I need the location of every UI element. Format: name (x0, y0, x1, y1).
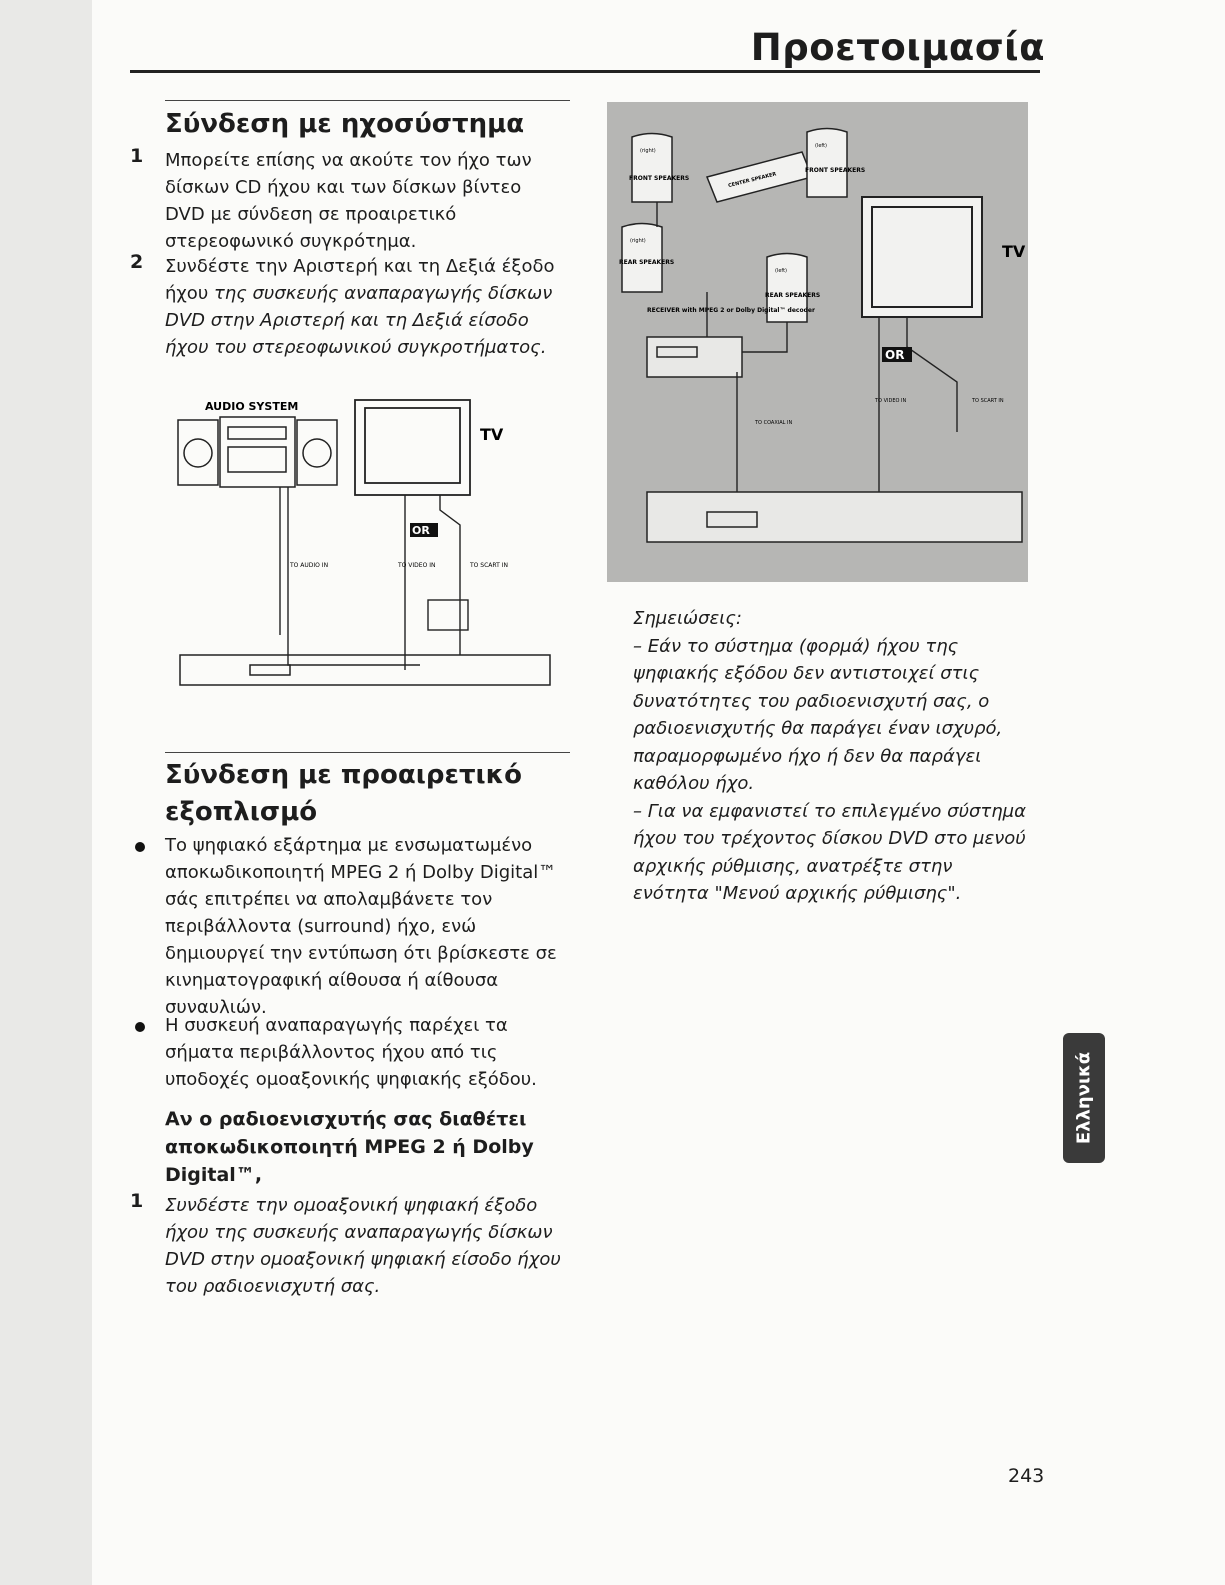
page-number: 243 (1008, 1465, 1045, 1487)
section2-bullet2: Η συσκευή αναπαραγωγής παρέχει τα σήματα περιβάλλοντος ήχου από τις υποδοχές ομοαξονικής ψηφιακής εξόδου. (165, 1015, 537, 1090)
scart-plug (428, 600, 468, 630)
to-scart-in-label: TO SCART IN (972, 398, 1004, 404)
to-coaxial-in-label: TO COAXIAL IN (755, 420, 793, 426)
note-2: – Για να εμφανιστεί το επιλεγμένο σύστημα ήχου του τρέχοντος δίσκου DVD στο μενού αρχικής ρύθμισης, ανατρέξτε στην ενότητα "Μενού αρχικής ρύθμισης". (633, 800, 1026, 904)
bullet-dot (135, 1022, 145, 1032)
svg-text:(right): (right) (630, 238, 646, 244)
step-number: 2 (130, 251, 144, 273)
center-speaker-label: CENTER SPEAKER (727, 171, 778, 190)
page-title: Προετοιμασία (750, 26, 1045, 69)
rear-speakers-left-label: REAR SPEAKERS (765, 292, 821, 299)
to-video-in-label: TO VIDEO IN (398, 562, 436, 569)
section1-title: Σύνδεση με ηχοσύστημα (165, 109, 525, 139)
note-1: – Εάν το σύστημα (φορμά) ήχου της ψηφιακής εξόδου δεν αντιστοιχεί στις δυνατότητες του ραδιοενισχυτή σας, ο ραδιοενισχυτής θα παράγει έναν ισχυρό, παραμορφωμένο ήχο ή δεν θα παράγει καθόλου ήχο. (633, 635, 1003, 794)
dvd-player-icon (180, 655, 550, 685)
tv-label: TV (480, 425, 504, 444)
audio-system-label: AUDIO SYSTEM (205, 400, 299, 413)
rear-speakers-right-label: REAR SPEAKERS (619, 259, 675, 266)
scan-margin (0, 0, 92, 1585)
to-scart-in-label: TO SCART IN (470, 562, 508, 569)
front-right-speaker (632, 134, 672, 203)
bullet-dot (135, 842, 145, 852)
svg-text:(left): (left) (775, 268, 787, 274)
receiver-icon (647, 337, 742, 377)
front-speakers-left-label: FRONT SPEAKERS (805, 167, 866, 174)
language-tab (1063, 1033, 1105, 1163)
bleed-through (640, 1010, 1020, 1210)
front-left-speaker (807, 129, 847, 198)
section2-bullet1: Το ψηφιακό εξάρτημα με ενσωματωμένο αποκωδικοποιητή MPEG 2 ή Dolby Digital™ σάς επιτρέπει να απολαμβάνετε τον περιβάλλοντα (surround) ήχο, ενώ δημιουργεί την εντύπωση ότι βρίσκεστε σε κινηματογραφική αίθουσα ή αίθουσα συναυλιών. (165, 835, 557, 1018)
receiver-label: RECEIVER with MPEG 2 or Dolby Digital™ decoder (647, 307, 815, 314)
cables (280, 487, 460, 670)
svg-text:(right): (right) (640, 148, 656, 154)
surround-receiver-diagram (607, 102, 1028, 582)
section1-step2 (165, 253, 575, 361)
header-rule (130, 70, 1040, 73)
step-number: 1 (130, 145, 144, 167)
step2-text-b: της συσκευής αναπαραγωγής δίσκων DVD στην Αριστερή και τη Δεξιά είσοδο ήχου του στερεοφωνικού συγκροτήματος. (165, 283, 553, 358)
section2-title-line2: εξοπλισμό (165, 797, 318, 827)
audio-system-icon (178, 417, 337, 487)
notes-block (633, 605, 1028, 908)
section-rule (165, 752, 570, 753)
tv-icon (355, 400, 470, 495)
section-rule (165, 100, 570, 101)
or-label: OR (412, 524, 430, 537)
language-tab-label: Ελληνικά (1073, 1051, 1095, 1145)
section2-title-line1: Σύνδεση με προαιρετικό (165, 760, 523, 790)
dvd-player-icon (647, 492, 1022, 542)
tv-label: TV (1002, 242, 1026, 261)
notes-heading: Σημειώσεις: (633, 608, 742, 629)
step-number: 1 (130, 1190, 144, 1212)
tv-icon (862, 197, 982, 317)
or-label: OR (885, 348, 905, 362)
section2-step1: Συνδέστε την ομοαξονική ψηφιακή έξοδο ήχου της συσκευής αναπαραγωγής δίσκων DVD στην ομοαξονική ψηφιακή είσοδο ήχου του ραδιοενισχυτή σας. (165, 1195, 561, 1297)
to-video-in-label: TO VIDEO IN (875, 398, 907, 404)
section1-step1: Μπορείτε επίσης να ακούτε τον ήχο των δίσκων CD ήχου και των δίσκων βίντεο DVD με σύνδεση σε προαιρετικό στερεοφωνικό συγκρότημα. (165, 150, 532, 252)
audio-system-diagram (170, 395, 560, 710)
rear-right-speaker (622, 224, 662, 293)
section2-subheading: Αν ο ραδιοενισχυτής σας διαθέτει αποκωδικοποιητή MPEG 2 ή Dolby Digital™, (165, 1108, 534, 1186)
to-audio-in-label: TO AUDIO IN (290, 562, 329, 569)
svg-text:(left): (left) (815, 143, 827, 149)
front-speakers-right-label: FRONT SPEAKERS (629, 175, 690, 182)
step2-text-a: Συνδέστε την Αριστερή και τη Δεξιά έξοδο ήχου (165, 256, 555, 304)
